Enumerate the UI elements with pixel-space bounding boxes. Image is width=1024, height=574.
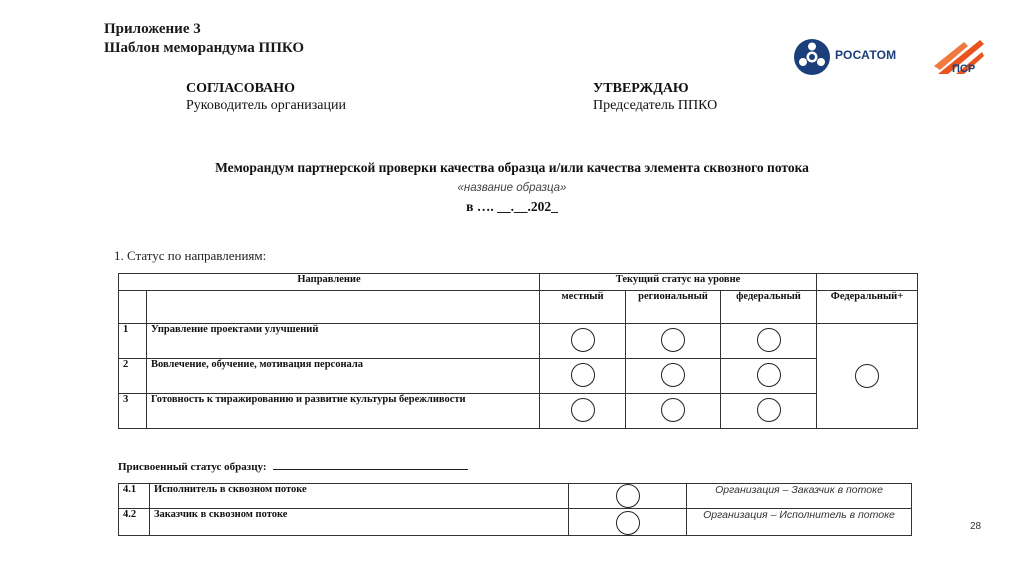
approve-role: Председатель ППКО: [593, 98, 718, 113]
row-number: 1: [119, 324, 147, 359]
status-cell: [626, 359, 721, 394]
section-status-heading: 1. Статус по направлениям:: [114, 248, 267, 263]
memo-date: в …. __.__.202_: [466, 199, 558, 214]
memo-title: Меморандум партнерской проверки качества образца и/или качества элемента сквозного потока: [215, 160, 809, 175]
rosatom-wordmark: РОСАТОМ: [835, 48, 897, 62]
level-local: местный: [540, 291, 626, 324]
num-header-cell: [119, 291, 147, 324]
sample-name-placeholder: «название образца»: [457, 182, 567, 194]
status-circle[interactable]: [571, 328, 595, 352]
pso-logo: [934, 38, 984, 74]
agreed-block: [186, 80, 346, 114]
status-cell: [540, 324, 626, 359]
flow-status-cell: [569, 509, 687, 536]
row-direction: Управление проектами улучшений: [147, 324, 540, 359]
status-header: Текущий статус на уровне: [540, 274, 817, 291]
page-number: 28: [970, 521, 982, 532]
appendix-label: Приложение 3: [104, 21, 201, 37]
assigned-status-label: Присвоенный статус образцу:: [118, 461, 267, 473]
status-cell: [540, 359, 626, 394]
rosatom-emblem-icon: [793, 38, 831, 76]
pso-emblem-icon: [934, 38, 984, 74]
table-row: [119, 359, 918, 394]
status-header-spacer: [817, 274, 918, 291]
row-note: Организация – Исполнитель в потоке: [687, 509, 912, 536]
row-direction: Вовлечение, обучение, мотивация персонала: [147, 359, 540, 394]
status-circle[interactable]: [757, 363, 781, 387]
status-circle[interactable]: [571, 363, 595, 387]
status-cell: [721, 394, 817, 429]
rosatom-logo: [793, 38, 905, 76]
row-number: 4.1: [119, 484, 150, 509]
status-circle[interactable]: [661, 398, 685, 422]
table-row: [119, 484, 912, 509]
status-table: [118, 273, 918, 429]
level-regional: региональный: [626, 291, 721, 324]
assigned-status-field[interactable]: [273, 458, 468, 470]
status-cell: [626, 324, 721, 359]
table-row: [119, 509, 912, 536]
agreed-role: Руководитель организации: [186, 98, 346, 113]
status-circle[interactable]: [571, 398, 595, 422]
flow-table: [118, 483, 912, 536]
row-number: 2: [119, 359, 147, 394]
direction-header: Направление: [119, 274, 540, 291]
assigned-status: [118, 458, 468, 473]
row-number: 4.2: [119, 509, 150, 536]
status-circle[interactable]: [661, 328, 685, 352]
name-header-cell: [147, 291, 540, 324]
level-federal: федеральный: [721, 291, 817, 324]
row-number: 3: [119, 394, 147, 429]
row-note: Организация – Заказчик в потоке: [687, 484, 912, 509]
agreed-title: СОГЛАСОВАНО: [186, 81, 295, 96]
approve-block: [593, 80, 717, 114]
status-cell: [540, 394, 626, 429]
status-circle[interactable]: [616, 511, 640, 535]
template-title: Шаблон меморандума ППКО: [104, 40, 305, 56]
row-direction: Готовность к тиражированию и развитие культуры бережливости: [147, 394, 540, 429]
status-cell: [721, 324, 817, 359]
row-role: Заказчик в сквозном потоке: [150, 509, 569, 536]
status-circle[interactable]: [616, 484, 640, 508]
status-cell: [721, 359, 817, 394]
status-circle[interactable]: [855, 364, 879, 388]
slide-header: [104, 20, 304, 58]
level-federal-plus: Федеральный+: [817, 291, 918, 324]
approve-title: УТВЕРЖДАЮ: [593, 81, 689, 96]
table-row: [119, 394, 918, 429]
table-row: [119, 324, 918, 359]
pso-wordmark: ПСР: [952, 63, 976, 74]
federal-plus-cell: [817, 324, 918, 429]
status-cell: [626, 394, 721, 429]
status-circle[interactable]: [757, 328, 781, 352]
flow-status-cell: [569, 484, 687, 509]
status-circle[interactable]: [661, 363, 685, 387]
status-circle[interactable]: [757, 398, 781, 422]
row-role: Исполнитель в сквозном потоке: [150, 484, 569, 509]
